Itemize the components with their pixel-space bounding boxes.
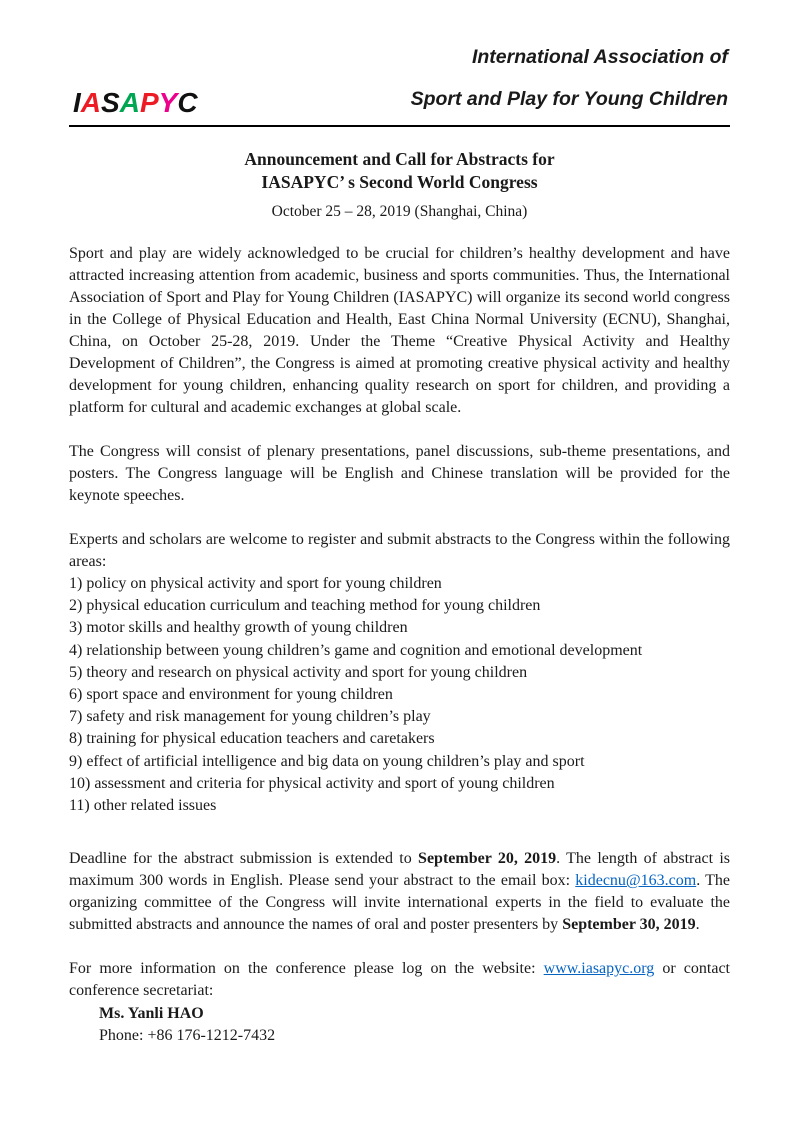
topic-item-7: 7) safety and risk management for young children’s play: [69, 708, 431, 726]
topic-item-10: 10) assessment and criteria for physical activity and sport of young children: [69, 774, 555, 792]
logo-letter: P: [139, 87, 159, 118]
secretariat-contact: [69, 1003, 730, 1047]
email-link[interactable]: kidecnu@163.com: [575, 872, 697, 890]
topic-item-1: 1) policy on physical activity and sport for young children: [69, 575, 442, 592]
document-title: [69, 148, 730, 194]
topic-item-3: 3) motor skills and healthy growth of young children: [69, 619, 408, 637]
document-title-line1: Announcement and Call for Abstracts for: [244, 149, 555, 169]
logo-letter: S: [101, 87, 120, 118]
contact-phone: Phone: +86 176-1212-7432: [99, 1027, 276, 1045]
header-divider: [69, 125, 730, 127]
announcement-date: September 30, 2019: [562, 916, 696, 934]
topic-item-9: 9) effect of artificial intelligence and big data on young children’s play and sport: [69, 752, 585, 770]
topic-item-5: 5) theory and research on physical activity and sport for young children: [69, 663, 528, 681]
logo-letter: I: [73, 87, 81, 118]
topic-item-2: 2) physical education curriculum and teaching method for young children: [69, 597, 541, 615]
event-date: October 25 – 28, 2019 (Shanghai, China): [271, 203, 528, 220]
paragraph-invitation: Experts and scholars are welcome to register and submit abstracts to the Congress within the following areas:: [69, 531, 730, 570]
document-header: [69, 36, 730, 120]
deadline-text: .: [695, 916, 700, 934]
topic-item-4: 4) relationship between young children’s game and cognition and emotional development: [69, 641, 643, 659]
topic-item-11: 11) other related issues: [69, 797, 217, 815]
deadline-text: . The length of abstract is maximum 300 words in English. Please send your abstract to the email box:: [69, 850, 731, 890]
deadline-text: . The organizing committee of the Congress will invite international experts in the field to evaluate the submitted abstracts and announce the names of oral and poster presenters by: [69, 872, 730, 934]
abstract-deadline-date: September 20, 2019: [418, 850, 557, 868]
contact-name: Ms. Yanli HAO: [99, 1005, 204, 1023]
topic-item-6: 6) sport space and environment for young children: [69, 686, 393, 704]
paragraph-intro: Sport and play are widely acknowledged to be crucial for children’s healthy development and have attracted increasing attention from academic, business and sports communities. Thus, the International Association of Sport and Play for Young Children (IASAPYC) will organize its second world congress in the College of Physical Education and Health, East China Normal University (ECNU), Shanghai, China, on October 25-28, 2019. Under the Theme “Creative Physical Activity and Healthy Development of Children”, the Congress is aimed at promoting creative physical activity and healthy development for young children, enhancing quality research on sport for children, and providing a platform for cultural and academic exchanges at global scale.: [69, 245, 730, 416]
more-info-text: or contact conference secretariat:: [69, 960, 731, 1000]
logo-letter: Y: [158, 87, 178, 118]
website-link[interactable]: www.iasapyc.org: [543, 960, 655, 978]
iasapyc-logo: [69, 88, 198, 120]
logo-letter: C: [177, 87, 198, 118]
logo-letter: A: [80, 87, 102, 118]
organization-name: [411, 36, 730, 120]
paragraph-congress-format: The Congress will consist of plenary presentations, panel discussions, sub-theme presentations, and posters. The Congress language will be English and Chinese translation will be provided for the keynote speeches.: [69, 443, 730, 504]
organization-name-line1: International Association of: [471, 46, 728, 68]
document-title-line2: IASAPYC’ s Second World Congress: [261, 172, 538, 192]
organization-name-line2: Sport and Play for Young Children: [410, 88, 728, 110]
paragraph-deadline: [69, 848, 730, 936]
deadline-text: Deadline for the abstract submission is extended to: [69, 850, 419, 868]
paragraph-more-info: [69, 958, 730, 1002]
more-info-text: For more information on the conference please log on the website:: [69, 960, 544, 978]
topics-list: [69, 573, 730, 817]
topic-item-8: 8) training for physical education teachers and caretakers: [69, 730, 435, 748]
logo-letter: A: [119, 87, 140, 118]
